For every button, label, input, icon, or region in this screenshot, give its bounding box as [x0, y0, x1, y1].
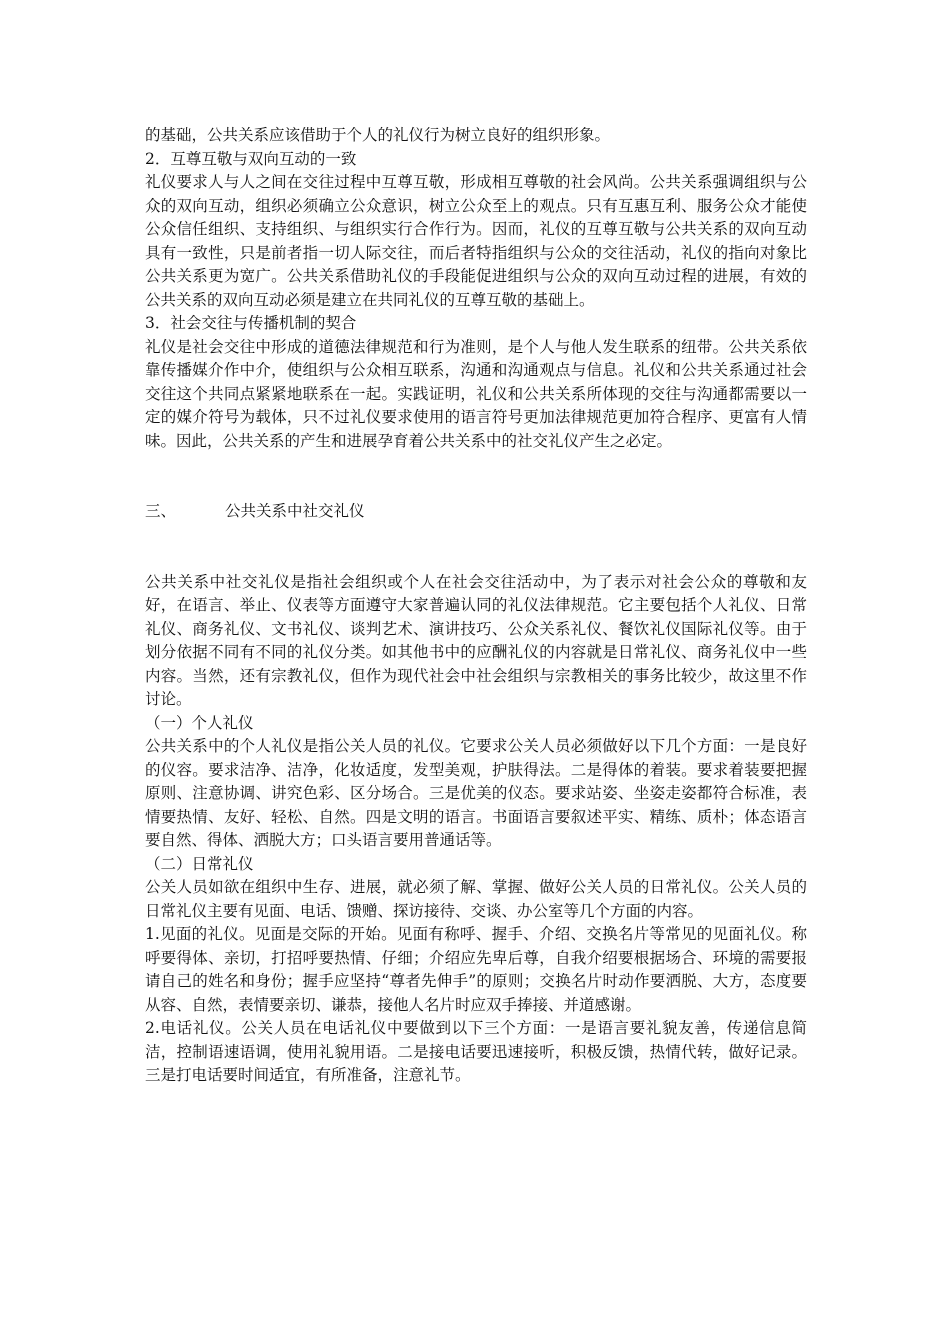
paragraph-continuation: 的基础，公共关系应该借助于个人的礼仪行为树立良好的组织形象。 [145, 126, 611, 144]
paragraph-social-communication: 礼仪是社会交往中形成的道德法律规范和行为准则，是个人与他人发生联系的纽带。公共关系依靠传播媒介作中介，使组织与公众相互联系，沟通和沟通观点与信息。礼仪和公共关系通过社会交往这个共同点紧紧地联系在一起。实践证明，礼仪和公共关系所体现的交往与沟通都需要以一定的媒介符号为载体，只不过礼仪要求使用的语言符号更加法律规范更加符合程序、更富有人情味。因此，公共关系的产生和进展孕育着公共关系中的社交礼仪产生之必定。 [145, 337, 807, 450]
paragraph-social-etiquette-intro: 公共关系中社交礼仪是指社会组织或个人在社会交往活动中，为了表示对社会公众的尊敬和友好，在语言、举止、仪表等方面遵守大家普遍认同的礼仪法律规范。它主要包括个人礼仪、日常礼仪、商务礼仪、文书礼仪、谈判艺术、演讲技巧、公众关系礼仪、餐饮礼仪国际礼仪等。由于划分依据不同有不同的礼仪分类。如其他书中的应酬礼仪的内容就是日常礼仪、商务礼仪中一些内容。当然，还有宗教礼仪，但作为现代社会中社会组织与宗教相关的事务比较少，故这里不作讨论。 [145, 572, 807, 708]
section-heading [145, 500, 807, 524]
section-number: 三、 [145, 502, 177, 520]
document-body [145, 124, 807, 1088]
paragraph-meeting-etiquette: 1.见面的礼仪。见面是交际的开始。见面有称呼、握手、介绍、交换名片等常见的见面礼仪。称呼要得体、亲切，打招呼要热情、仔细；介绍应先卑后尊，自我介绍要根据场合、环境的需要报请自己的姓名和身份；握手应坚持“尊者先伸手”的原则；交换名片时动作要洒脱、大方，态度要从容、自然，表情要亲切、谦恭，接他人名片时应双手捧接、并道感谢。 [145, 925, 807, 1014]
subheading-daily-etiquette: （二）日常礼仪 [145, 854, 254, 873]
paragraph-phone-etiquette: 2.电话礼仪。公关人员在电话礼仪中要做到以下三个方面：一是语言要礼貌友善，传递信息简洁，控制语速语调，使用礼貌用语。二是接电话要迅速接听，积极反馈，热情代转，做好记录。三是打电话要时间适宜，有所准备，注意礼节。 [145, 1019, 807, 1084]
paragraph-personal-etiquette: 公共关系中的个人礼仪是指公关人员的礼仪。它要求公关人员必须做好以下几个方面：一是良好的仪容。要求洁净、洁净，化妆适度，发型美观，护肤得法。二是得体的着装。要求着装要把握原则、注意协调、讲究色彩、区分场合。三是优美的仪态。要求站姿、坐姿走姿都符合标准，表情要热情、友好、轻松、自然。四是文明的语言。书面语言要叙述平实、精练、质朴；体态语言要自然、得体、洒脱大方；口头语言要用普通话等。 [145, 737, 807, 849]
paragraph-mutual-respect: 礼仪要求人与人之间在交往过程中互尊互敬，形成相互尊敬的社会风尚。公共关系强调组织与公众的双向互动，组织必须确立公众意识，树立公众至上的观点。只有互惠互利、服务公众才能使公众信任组织、支持组织、与组织实行合作行为。因而，礼仪的互尊互敬与公共关系的双向互动具有一致性，只是前者指一切人际交往，而后者特指组织与公众的交往活动，礼仪的指向对象比公共关系更为宽广。公共关系借助礼仪的手段能促进组织与公众的双向互动过程的进展，有效的公共关系的双向互动必须是建立在共同礼仪的互尊互敬的基础上。 [145, 173, 807, 309]
section-title: 公共关系中社交礼仪 [225, 502, 365, 520]
paragraph-daily-etiquette: 公关人员如欲在组织中生存、进展，就必须了解、掌握、做好公关人员的日常礼仪。公关人员的日常礼仪主要有见面、电话、馈赠、探访接待、交谈、办公室等几个方面的内容。 [145, 878, 807, 920]
subheading-social-communication: 3．社会交往与传播机制的契合 [145, 314, 357, 332]
subheading-mutual-respect: 2．互尊互敬与双向互动的一致 [145, 149, 357, 168]
subheading-personal-etiquette: （一）个人礼仪 [145, 713, 254, 732]
